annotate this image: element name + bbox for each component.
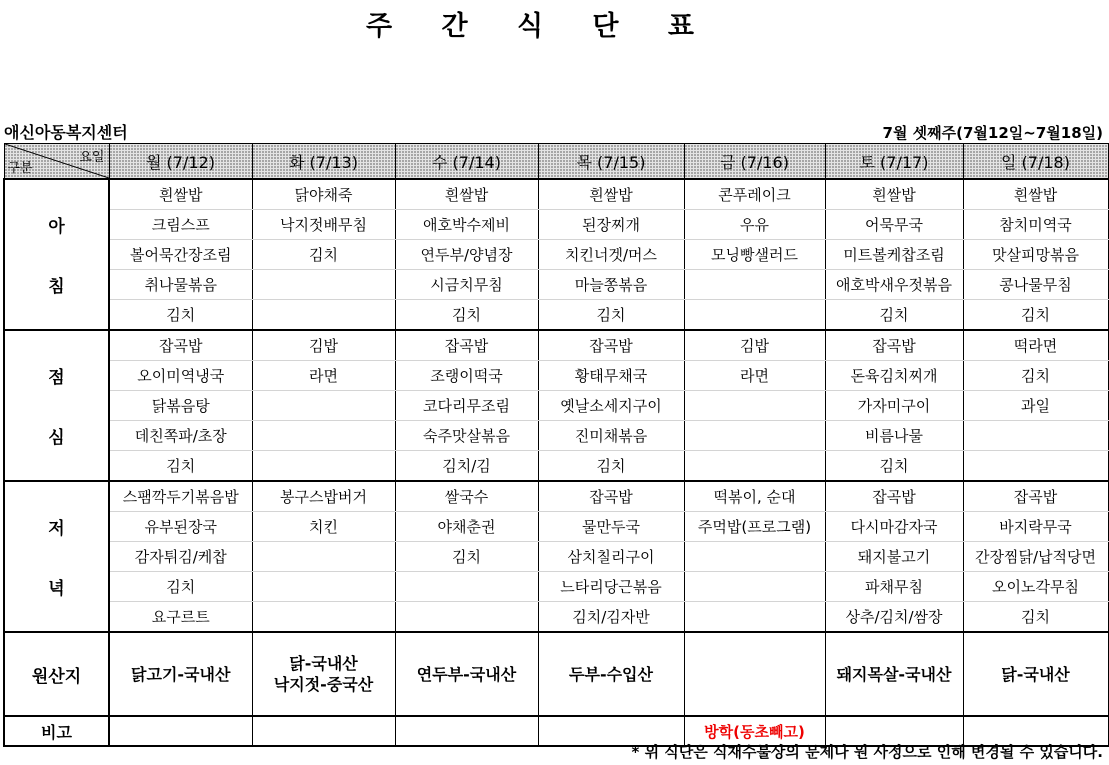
menu-item: 시금치무침 [395, 270, 538, 300]
menu-item: 김치 [538, 300, 684, 331]
menu-item: 크림스프 [109, 210, 252, 240]
menu-item [252, 572, 395, 602]
remarks-cell [395, 716, 538, 746]
menu-item: 잡곡밥 [825, 330, 963, 361]
lunch-row [4, 330, 1108, 361]
menu-item: 간장찜닭/납적당면 [963, 542, 1108, 572]
menu-item: 비름나물 [825, 421, 963, 451]
menu-item: 라면 [684, 361, 825, 391]
menu-item: 참치미역국 [963, 210, 1108, 240]
origin-line: 연두부-국내산 [416, 664, 517, 684]
menu-item: 김치 [825, 300, 963, 331]
week-label: 7월 셋째주(7월12일~7월18일) [882, 124, 1103, 142]
menu-item: 과일 [963, 391, 1108, 421]
menu-body [4, 179, 1108, 746]
menu-item: 요구르트 [109, 602, 252, 633]
lunch-row [4, 361, 1108, 391]
menu-item: 가자미구이 [825, 391, 963, 421]
origin-line: 낙지젓-중국산 [273, 675, 374, 694]
day-header: 화 (7/13) [252, 144, 395, 180]
day-header: 월 (7/12) [109, 144, 252, 180]
dinner-row [4, 481, 1108, 512]
menu-item: 김치 [252, 240, 395, 270]
menu-item: 조랭이떡국 [395, 361, 538, 391]
page-title: 주 간 식 단 표 [365, 11, 714, 42]
menu-item: 애호박새우젓볶음 [825, 270, 963, 300]
menu-item: 느타리당근볶음 [538, 572, 684, 602]
breakfast-label-char: 침 [48, 277, 65, 297]
origin-cell [684, 632, 825, 716]
menu-item: 김치/김 [395, 451, 538, 482]
dinner-row [4, 572, 1108, 602]
menu-item: 콘푸레이크 [684, 179, 825, 210]
menu-item: 코다리무조림 [395, 391, 538, 421]
menu-item: 바지락무국 [963, 512, 1108, 542]
origin-cell [252, 632, 395, 716]
dinner-label-char: 저 [48, 519, 65, 539]
origin-cell [538, 632, 684, 716]
menu-item: 유부된장국 [109, 512, 252, 542]
menu-item: 김치 [395, 542, 538, 572]
remarks-cell-vacation: 방학(동초빼고) [684, 716, 825, 746]
dinner-row [4, 512, 1108, 542]
lunch-row [4, 421, 1108, 451]
origin-line: 닭고기-국내산 [131, 664, 231, 684]
menu-item: 흰쌀밥 [395, 179, 538, 210]
menu-item: 어묵무국 [825, 210, 963, 240]
breakfast-label [4, 179, 109, 330]
dinner-label-char: 녁 [48, 579, 65, 599]
corner-gubun-label: 구분 [7, 161, 33, 176]
footnote: * 위 식단은 식재수불상의 문제나 원 사정으로 인해 변경될 수 있습니다. [631, 743, 1103, 761]
breakfast-row [4, 270, 1108, 300]
menu-item: 김밥 [684, 330, 825, 361]
lunch-label [4, 330, 109, 481]
origin-cell [825, 632, 963, 716]
origin-cell [109, 632, 252, 716]
menu-item: 잡곡밥 [109, 330, 252, 361]
menu-item: 치킨너겟/머스 [538, 240, 684, 270]
remarks-label: 비고 [4, 716, 109, 746]
origin-line: 돼지목살-국내산 [836, 664, 952, 684]
menu-item [684, 270, 825, 300]
remarks-cell [109, 716, 252, 746]
menu-item: 김치 [825, 451, 963, 482]
menu-item: 된장찌개 [538, 210, 684, 240]
menu-item: 쌀국수 [395, 481, 538, 512]
menu-item: 우유 [684, 210, 825, 240]
breakfast-row [4, 240, 1108, 270]
menu-item: 숙주맛살볶음 [395, 421, 538, 451]
menu-item: 감자튀김/케찹 [109, 542, 252, 572]
origin-label: 원산지 [4, 632, 109, 716]
menu-item [684, 542, 825, 572]
menu-item [395, 602, 538, 633]
menu-item: 애호박수제비 [395, 210, 538, 240]
menu-item: 잡곡밥 [395, 330, 538, 361]
menu-item [252, 421, 395, 451]
menu-item: 김치/김자반 [538, 602, 684, 633]
menu-item [252, 542, 395, 572]
organization-name: 애신아동복지센터 [4, 123, 128, 142]
menu-item: 오이노각무침 [963, 572, 1108, 602]
day-header: 일 (7/18) [963, 144, 1108, 180]
lunch-label-char: 점 [48, 368, 65, 388]
menu-item: 야채춘권 [395, 512, 538, 542]
menu-item: 흰쌀밥 [825, 179, 963, 210]
menu-item [252, 300, 395, 331]
menu-item [684, 572, 825, 602]
breakfast-label-char: 아 [48, 217, 65, 237]
menu-item: 김밥 [252, 330, 395, 361]
menu-item: 상추/김치/쌈장 [825, 602, 963, 633]
origin-row [4, 632, 1108, 716]
menu-item: 옛날소세지구이 [538, 391, 684, 421]
origin-cell [395, 632, 538, 716]
dinner-row [4, 542, 1108, 572]
menu-item: 김치 [109, 572, 252, 602]
menu-item: 김치 [109, 300, 252, 331]
origin-line: 닭-국내산 [1001, 664, 1070, 684]
origin-line: 닭-국내산 [289, 654, 358, 673]
menu-item [252, 391, 395, 421]
menu-item: 콩나물무침 [963, 270, 1108, 300]
day-header: 목 (7/15) [538, 144, 684, 180]
dinner-label [4, 481, 109, 632]
menu-item: 김치 [109, 451, 252, 482]
origin-cell [963, 632, 1108, 716]
menu-item: 취나물볶음 [109, 270, 252, 300]
origin-line: 두부-수입산 [569, 664, 653, 684]
menu-item: 볼어묵간장조림 [109, 240, 252, 270]
menu-item: 물만두국 [538, 512, 684, 542]
menu-item: 파채무침 [825, 572, 963, 602]
menu-item [684, 391, 825, 421]
dinner-row [4, 602, 1108, 633]
menu-item [684, 421, 825, 451]
menu-item: 잡곡밥 [963, 481, 1108, 512]
menu-item: 잡곡밥 [825, 481, 963, 512]
menu-item: 김치 [395, 300, 538, 331]
menu-item [963, 451, 1108, 482]
breakfast-row [4, 300, 1108, 331]
menu-item: 주먹밥(프로그램) [684, 512, 825, 542]
menu-item [252, 602, 395, 633]
menu-item: 스팸깍두기볶음밥 [109, 481, 252, 512]
menu-item: 떡라면 [963, 330, 1108, 361]
menu-item: 미트볼케찹조림 [825, 240, 963, 270]
menu-item: 돼지불고기 [825, 542, 963, 572]
menu-item: 김치 [963, 300, 1108, 331]
menu-item [684, 451, 825, 482]
corner-yoil-label: 요일 [79, 150, 105, 165]
menu-item: 떡볶이, 순대 [684, 481, 825, 512]
menu-item [684, 300, 825, 331]
weekly-menu-table [3, 143, 1109, 747]
day-header: 수 (7/14) [395, 144, 538, 180]
menu-item: 다시마감자국 [825, 512, 963, 542]
menu-item: 봉구스밥버거 [252, 481, 395, 512]
breakfast-row [4, 179, 1108, 210]
menu-item: 라면 [252, 361, 395, 391]
menu-item: 오이미역냉국 [109, 361, 252, 391]
menu-item: 잡곡밥 [538, 330, 684, 361]
menu-item: 마늘쫑볶음 [538, 270, 684, 300]
breakfast-row [4, 210, 1108, 240]
menu-item [252, 451, 395, 482]
menu-item: 닭야채죽 [252, 179, 395, 210]
menu-item: 돈육김치찌개 [825, 361, 963, 391]
menu-item [252, 270, 395, 300]
menu-item: 흰쌀밥 [963, 179, 1108, 210]
menu-item: 김치 [538, 451, 684, 482]
menu-item [395, 572, 538, 602]
menu-item: 낙지젓배무침 [252, 210, 395, 240]
lunch-label-char: 심 [48, 428, 65, 448]
menu-item: 김치 [963, 602, 1108, 633]
menu-item: 맛살피망볶음 [963, 240, 1108, 270]
remarks-cell [252, 716, 395, 746]
menu-item: 진미채볶음 [538, 421, 684, 451]
corner-header [4, 144, 109, 180]
menu-item [963, 421, 1108, 451]
menu-item: 잡곡밥 [538, 481, 684, 512]
menu-item: 연두부/양념장 [395, 240, 538, 270]
menu-item: 데친쪽파/초장 [109, 421, 252, 451]
day-header: 금 (7/16) [684, 144, 825, 180]
menu-item: 흰쌀밥 [109, 179, 252, 210]
menu-item [684, 602, 825, 633]
day-header: 토 (7/17) [825, 144, 963, 180]
lunch-row [4, 451, 1108, 482]
menu-item: 김치 [963, 361, 1108, 391]
menu-item: 모닝빵샐러드 [684, 240, 825, 270]
menu-item: 삼치칠리구이 [538, 542, 684, 572]
menu-item: 닭볶음탕 [109, 391, 252, 421]
lunch-row [4, 391, 1108, 421]
menu-item: 흰쌀밥 [538, 179, 684, 210]
menu-item: 치킨 [252, 512, 395, 542]
menu-item: 황태무채국 [538, 361, 684, 391]
